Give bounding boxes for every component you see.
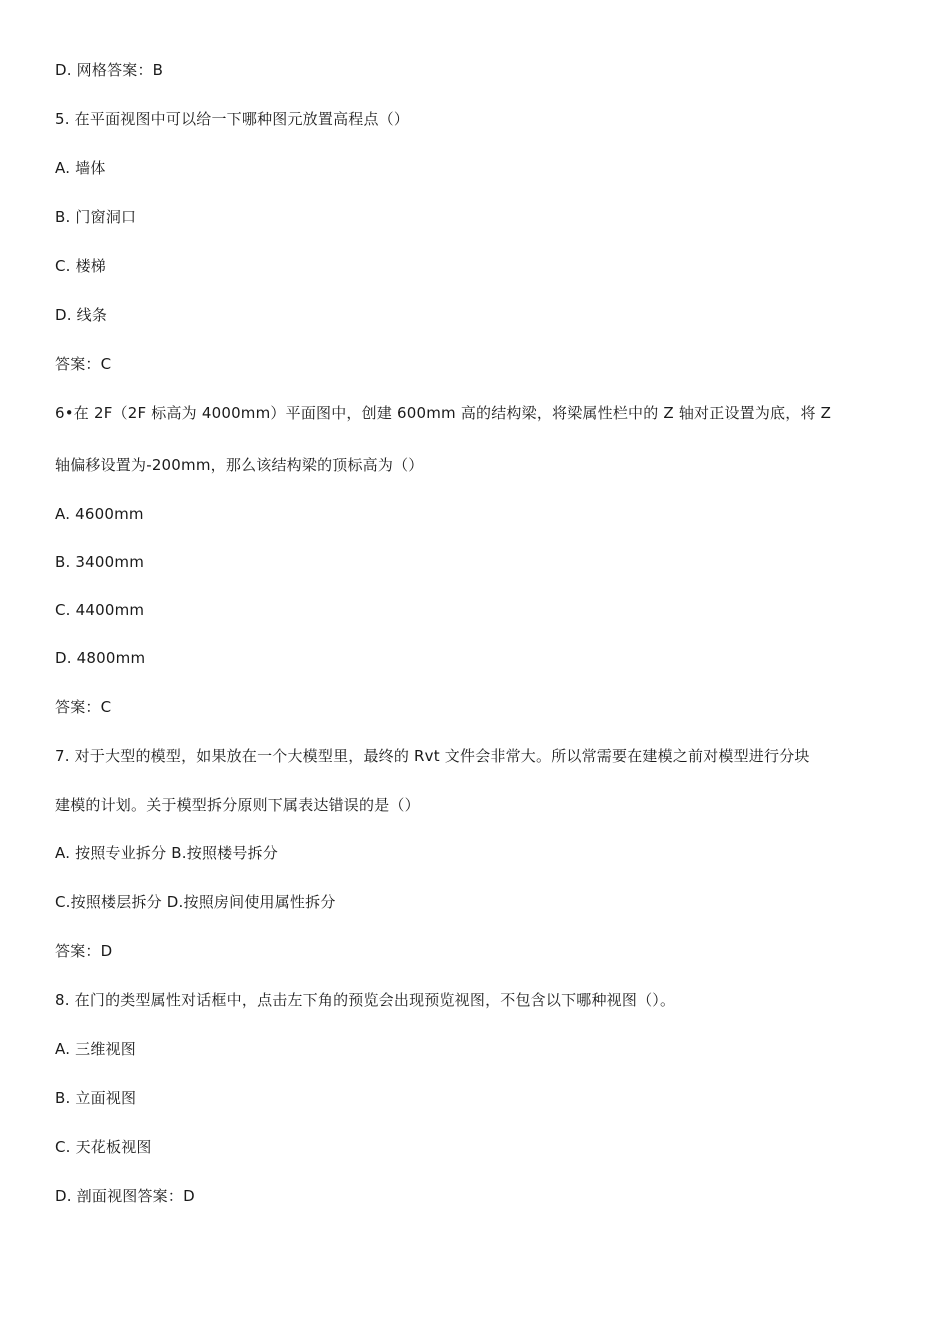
q5-answer: 答案：C xyxy=(55,355,112,373)
q7-question-line-1: 7. 对于大型的模型，如果放在一个大模型里，最终的 Rvt 文件会非常大。所以常需要在建模之前对模型进行分块 xyxy=(55,747,810,765)
q7-options-c-d: C.按照楼层拆分 D.按照房间使用属性拆分 xyxy=(55,893,336,911)
q6-question-line-2: 轴偏移设置为-200mm，那么该结构梁的顶标高为（） xyxy=(55,456,424,474)
q5-question: 5. 在平面视图中可以给一下哪种图元放置高程点（） xyxy=(55,110,410,128)
q8-option-d-answer: D. 剖面视图答案：D xyxy=(55,1187,195,1205)
q5-option-c: C. 楼梯 xyxy=(55,257,107,275)
q7-answer: 答案：D xyxy=(55,942,113,960)
q8-question: 8. 在门的类型属性对话框中，点击左下角的预览会出现预览视图，不包含以下哪种视图（）。 xyxy=(55,991,676,1009)
q5-option-a: A. 墙体 xyxy=(55,159,106,177)
q6-option-d: D. 4800mm xyxy=(55,649,146,667)
q6-question-line-1: 6•在 2F（2F 标高为 4000mm）平面图中，创建 600mm 高的结构梁，将梁属性栏中的 Z 轴对正设置为底，将 Z xyxy=(55,404,832,422)
q5-option-d: D. 线条 xyxy=(55,306,108,324)
q8-option-a: A. 三维视图 xyxy=(55,1040,136,1058)
q7-options-a-b: A. 按照专业拆分 B.按照楼号拆分 xyxy=(55,844,278,862)
q6-option-a: A. 4600mm xyxy=(55,505,144,523)
q5-option-b: B. 门窗洞口 xyxy=(55,208,137,226)
q6-option-c: C. 4400mm xyxy=(55,601,145,619)
q7-question-line-2: 建模的计划。关于模型拆分原则下属表达错误的是（） xyxy=(55,796,420,814)
q8-option-c: C. 天花板视图 xyxy=(55,1138,152,1156)
q4-option-d-answer: D. 网格答案：B xyxy=(55,61,164,79)
q8-option-b: B. 立面视图 xyxy=(55,1089,137,1107)
q6-answer: 答案：C xyxy=(55,698,112,716)
q6-option-b: B. 3400mm xyxy=(55,553,145,571)
